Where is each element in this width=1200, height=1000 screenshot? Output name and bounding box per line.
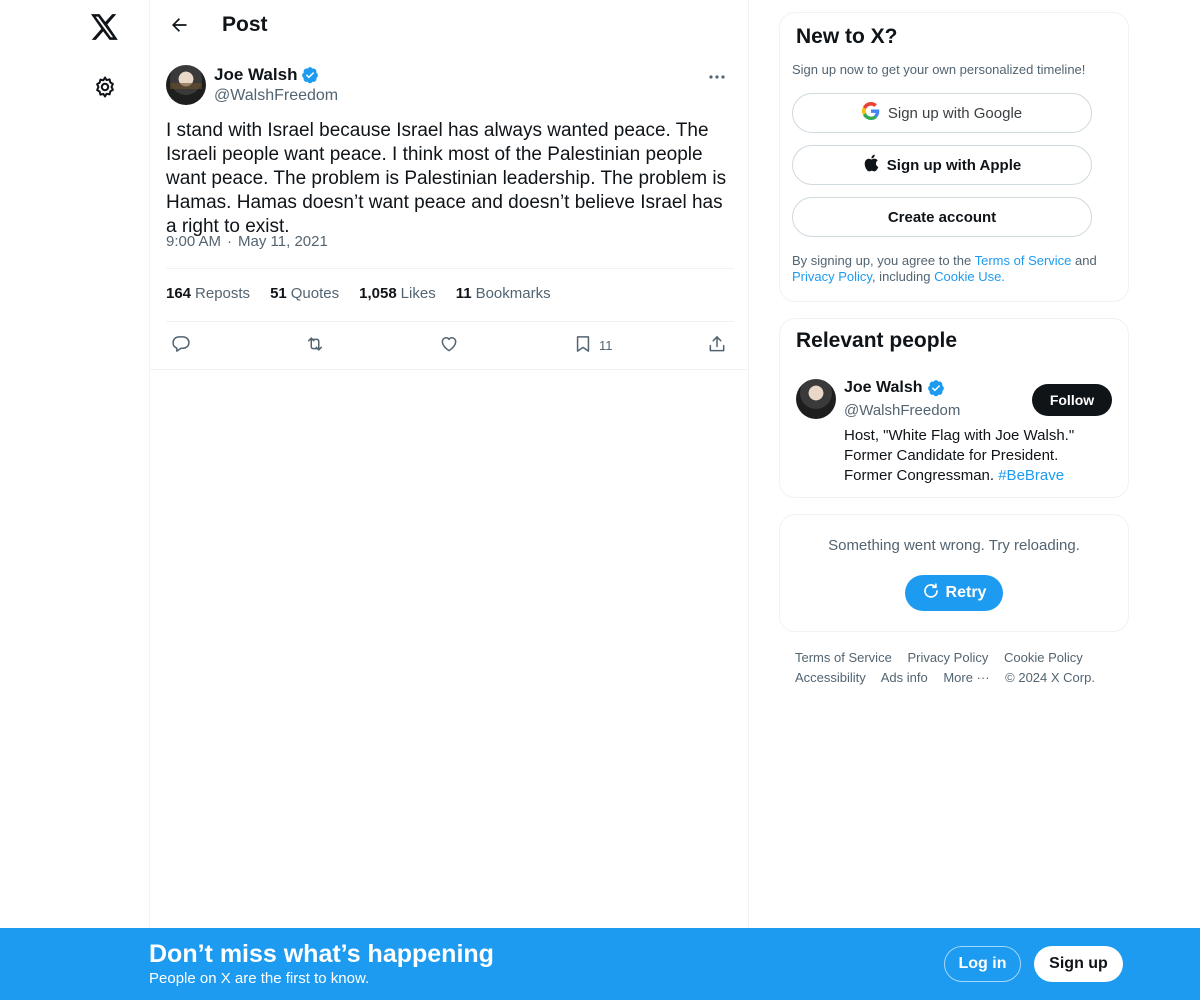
- error-card: [779, 514, 1129, 632]
- legal-prefix: By signing up, you agree to the: [792, 253, 975, 268]
- person-name-link[interactable]: [844, 379, 945, 397]
- person-bio: [844, 426, 1104, 486]
- post-time: 9:00 AM: [166, 233, 222, 250]
- signup-subtitle: Sign up now to get your own personalized timeline!: [792, 62, 1086, 77]
- share-icon: [707, 334, 727, 357]
- quotes-stat[interactable]: 51 Quotes: [270, 285, 340, 302]
- x-logo-icon[interactable]: [88, 10, 122, 44]
- divider: [150, 369, 748, 370]
- footer-more-link[interactable]: More ···: [943, 670, 990, 685]
- footer-copyright: © 2024 X Corp.: [1005, 670, 1095, 685]
- legal-including: , including: [871, 269, 935, 284]
- post-header: [150, 0, 748, 54]
- divider: [166, 321, 734, 322]
- login-button[interactable]: Log in: [944, 946, 1021, 982]
- apple-signup-label: Sign up with Apple: [886, 156, 1022, 174]
- reply-button[interactable]: [171, 330, 191, 360]
- signup-card: [779, 12, 1129, 302]
- footer-terms-link[interactable]: Terms of Service: [795, 650, 892, 665]
- author-handle[interactable]: @WalshFreedom: [214, 87, 339, 104]
- follow-button[interactable]: Follow: [1032, 384, 1112, 416]
- footer-privacy-link[interactable]: Privacy Policy: [907, 650, 989, 665]
- signup-banner: [0, 928, 1200, 1000]
- google-icon: [862, 102, 880, 124]
- avatar[interactable]: [796, 379, 836, 419]
- verified-badge-icon: [301, 66, 319, 84]
- privacy-link[interactable]: Privacy Policy: [792, 269, 872, 284]
- post-timestamp[interactable]: [166, 233, 328, 250]
- person-handle[interactable]: @WalshFreedom: [844, 402, 961, 419]
- more-dots-icon: [708, 67, 726, 85]
- signup-button[interactable]: Sign up: [1034, 946, 1123, 982]
- signup-legal-text: [792, 253, 1117, 285]
- apple-signup-button[interactable]: [792, 145, 1092, 185]
- create-account-button[interactable]: [792, 197, 1092, 237]
- reposts-stat[interactable]: 164 Reposts: [166, 285, 251, 302]
- create-account-label: Create account: [887, 208, 997, 226]
- arrow-left-icon: [169, 15, 189, 40]
- post-column: [149, 0, 749, 928]
- repost-button[interactable]: [304, 330, 326, 360]
- person-bio-text: Host, "White Flag with Joe Walsh." Former Candidate for President. Former Congressman.: [844, 427, 1075, 484]
- post-author: [166, 64, 734, 108]
- google-signup-button[interactable]: [792, 93, 1092, 133]
- banner-subtitle: People on X are the first to know.: [149, 970, 370, 987]
- likes-stat[interactable]: 1,058 Likes: [359, 285, 436, 302]
- avatar[interactable]: [166, 65, 206, 105]
- hashtag-link[interactable]: #BeBrave: [998, 467, 1065, 484]
- gear-icon[interactable]: [91, 73, 119, 101]
- post-date: May 11, 2021: [238, 233, 328, 250]
- like-button[interactable]: [439, 330, 459, 360]
- bookmark-button[interactable]: [573, 330, 613, 360]
- post-stats: [166, 285, 551, 302]
- google-signup-label: Sign up with Google: [887, 104, 1023, 122]
- retry-label: Retry: [945, 584, 987, 601]
- bookmark-icon: [573, 334, 593, 357]
- relevant-people-card: [779, 318, 1129, 498]
- relevant-people-title: Relevant people: [796, 329, 958, 352]
- error-message: Something went wrong. Try reloading.: [828, 537, 1080, 554]
- repost-icon: [304, 334, 326, 357]
- share-button[interactable]: [707, 330, 727, 360]
- apple-icon: [863, 154, 879, 176]
- signup-title: New to X?: [796, 25, 898, 48]
- meta-separator: ·: [227, 233, 233, 250]
- bookmarks-stat[interactable]: 11 Bookmarks: [455, 285, 551, 302]
- post-text: I stand with Israel because Israel has always wanted peace. The Israeli people want peace. I think most of the Palestinian people want peace. The problem is Palestinian leadership. The problem is Hamas. Hamas doesn’t want peace and doesn’t believe Israel has a right to exist.: [166, 120, 727, 237]
- legal-and: and: [1071, 253, 1097, 268]
- refresh-icon: [922, 582, 940, 605]
- divider: [166, 268, 734, 269]
- left-nav: [0, 0, 150, 1000]
- author-name-link[interactable]: [214, 65, 319, 85]
- verified-badge-icon: [927, 379, 945, 397]
- author-name: Joe Walsh: [214, 65, 298, 84]
- page-title: Post: [222, 13, 268, 36]
- footer-accessibility-link[interactable]: Accessibility: [795, 670, 866, 685]
- reply-icon: [171, 334, 191, 357]
- banner-title: Don’t miss what’s happening: [149, 940, 494, 968]
- heart-icon: [439, 334, 459, 357]
- footer-links: [795, 648, 1125, 688]
- retry-button[interactable]: [905, 575, 1003, 611]
- more-options-button[interactable]: [700, 64, 734, 88]
- bookmark-count: 11: [599, 337, 613, 353]
- person-name: Joe Walsh: [844, 379, 923, 396]
- footer-cookie-link[interactable]: Cookie Policy: [1003, 650, 1083, 665]
- terms-link[interactable]: Terms of Service: [974, 253, 1072, 268]
- post-actions: [166, 330, 734, 360]
- footer-ads-link[interactable]: Ads info: [880, 670, 928, 685]
- back-button[interactable]: [162, 10, 196, 44]
- cookie-link[interactable]: Cookie Use.: [934, 269, 1005, 284]
